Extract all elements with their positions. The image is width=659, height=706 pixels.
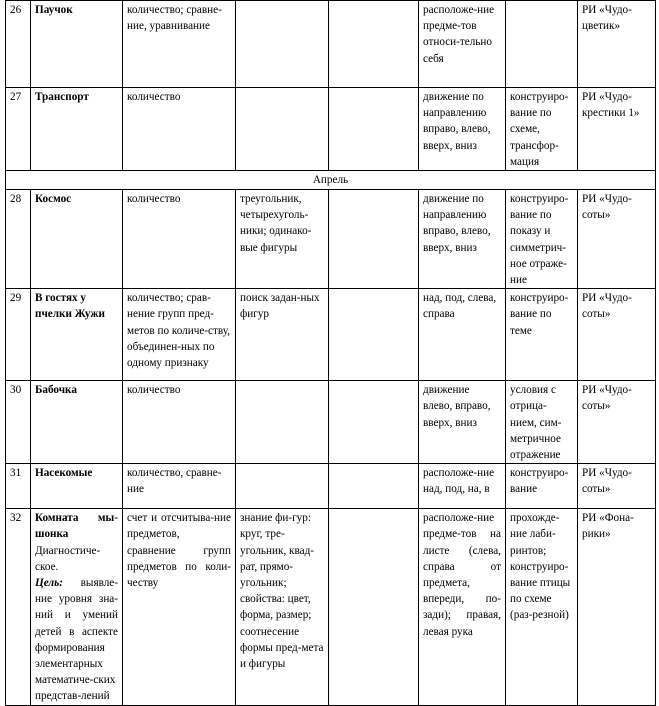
row-number: 32	[6, 509, 31, 705]
orientation-cell: расположе-ние над, под, на, в	[419, 464, 506, 509]
lesson-title: В гостях у пчелки Жужи	[31, 289, 123, 381]
games-cell: РИ «Чудо-соты»	[578, 289, 656, 381]
games-cell: РИ «Чудо-крестики 1»	[578, 88, 656, 171]
table-row	[6, 381, 656, 464]
geometry-cell: треугольник, четырехуголь-ники; одинако-вые фигуры	[236, 190, 329, 289]
size-cell	[329, 1, 419, 88]
goal-label: Цель:	[35, 577, 63, 590]
table-row	[6, 509, 656, 705]
goal-text: выявле-ние уровня зна-ний и умений детей в аспекте формирования элементарных математиче-ских представ-лений	[35, 577, 118, 703]
size-cell	[329, 509, 419, 705]
month-separator-row	[6, 171, 656, 190]
games-cell: РИ «Чудо-цветик»	[578, 1, 656, 88]
geometry-cell	[236, 381, 329, 464]
construction-cell: конструиро-вание по показу и симметрич-ное отраже-ние	[506, 190, 578, 289]
lesson-title: Бабочка	[31, 381, 123, 464]
quantity-cell: количество	[123, 381, 236, 464]
orientation-cell: расположе-ние предме-тов на листе (слева, справа от предмета, впереди, по-зади); правая, левая рука	[419, 509, 506, 705]
construction-cell: условия с отрица-нием, сим-метричное отражение	[506, 381, 578, 464]
orientation-cell: движение по направлению вправо, влево, вверх, вниз	[419, 88, 506, 171]
size-cell	[329, 190, 419, 289]
size-cell	[329, 289, 419, 381]
row-number: 29	[6, 289, 31, 381]
table-row	[6, 190, 656, 289]
size-cell	[329, 88, 419, 171]
construction-cell: конструиро-вание	[506, 464, 578, 509]
games-cell: РИ «Чудо-соты»	[578, 190, 656, 289]
row-number: 30	[6, 381, 31, 464]
lesson-title: Насекомые	[31, 464, 123, 509]
lesson-title-cell	[31, 509, 123, 705]
construction-cell: прохожде-ние лаби-ринтов; конструиро-вание птицы по схеме (раз-резной)	[506, 509, 578, 705]
lesson-plan-table	[5, 0, 656, 706]
lesson-title: Транспорт	[31, 88, 123, 171]
table-row	[6, 289, 656, 381]
geometry-cell	[236, 88, 329, 171]
quantity-cell: количество	[123, 88, 236, 171]
games-cell: РИ «Фона-рики»	[578, 509, 656, 705]
row-number: 27	[6, 88, 31, 171]
geometry-cell: знание фи-гур: круг, тре-угольник, квад-рат, прямо-угольник; свойства: цвет, форма, размер; соотнесение формы пред-мета и фигуры	[236, 509, 329, 705]
construction-cell	[506, 1, 578, 88]
row-number: 26	[6, 1, 31, 88]
games-cell: РИ «Чудо-соты»	[578, 464, 656, 509]
games-cell: РИ «Чудо-соты»	[578, 381, 656, 464]
quantity-cell: количество; срав-нение групп пред-метов по количе-ству, объединен-ных по одному признаку	[123, 289, 236, 381]
construction-cell: конструиро-вание по теме	[506, 289, 578, 381]
table-row	[6, 88, 656, 171]
orientation-cell: движение влево, вправо, вверх, вниз	[419, 381, 506, 464]
construction-cell: конструиро-вание по схеме, трансфор-мация	[506, 88, 578, 171]
geometry-cell	[236, 1, 329, 88]
quantity-cell: количество; сравне-ние, уравнивание	[123, 1, 236, 88]
size-cell	[329, 381, 419, 464]
lesson-subtitle: Диагностиче-ское.	[35, 544, 101, 573]
orientation-cell: движение по направлению вправо, влево, вверх, вниз	[419, 190, 506, 289]
geometry-cell	[236, 464, 329, 509]
table-row	[6, 1, 656, 88]
size-cell	[329, 464, 419, 509]
month-label: Апрель	[6, 171, 656, 190]
quantity-cell: количество	[123, 190, 236, 289]
orientation-cell: расположе-ние предме-тов относи-тельно себя	[419, 1, 506, 88]
row-number: 31	[6, 464, 31, 509]
quantity-cell: счет и отсчитыва-ние предметов, сравнение групп предметов по коли-честву	[123, 509, 236, 705]
lesson-title: Космос	[31, 190, 123, 289]
row-number: 28	[6, 190, 31, 289]
table-row	[6, 464, 656, 509]
geometry-cell: поиск задан-ных фигур	[236, 289, 329, 381]
lesson-title: Паучок	[31, 1, 123, 88]
quantity-cell: количество, сравне-ние	[123, 464, 236, 509]
lesson-title: Комната мы-шонка	[35, 512, 118, 541]
orientation-cell: над, под, слева, справа	[419, 289, 506, 381]
